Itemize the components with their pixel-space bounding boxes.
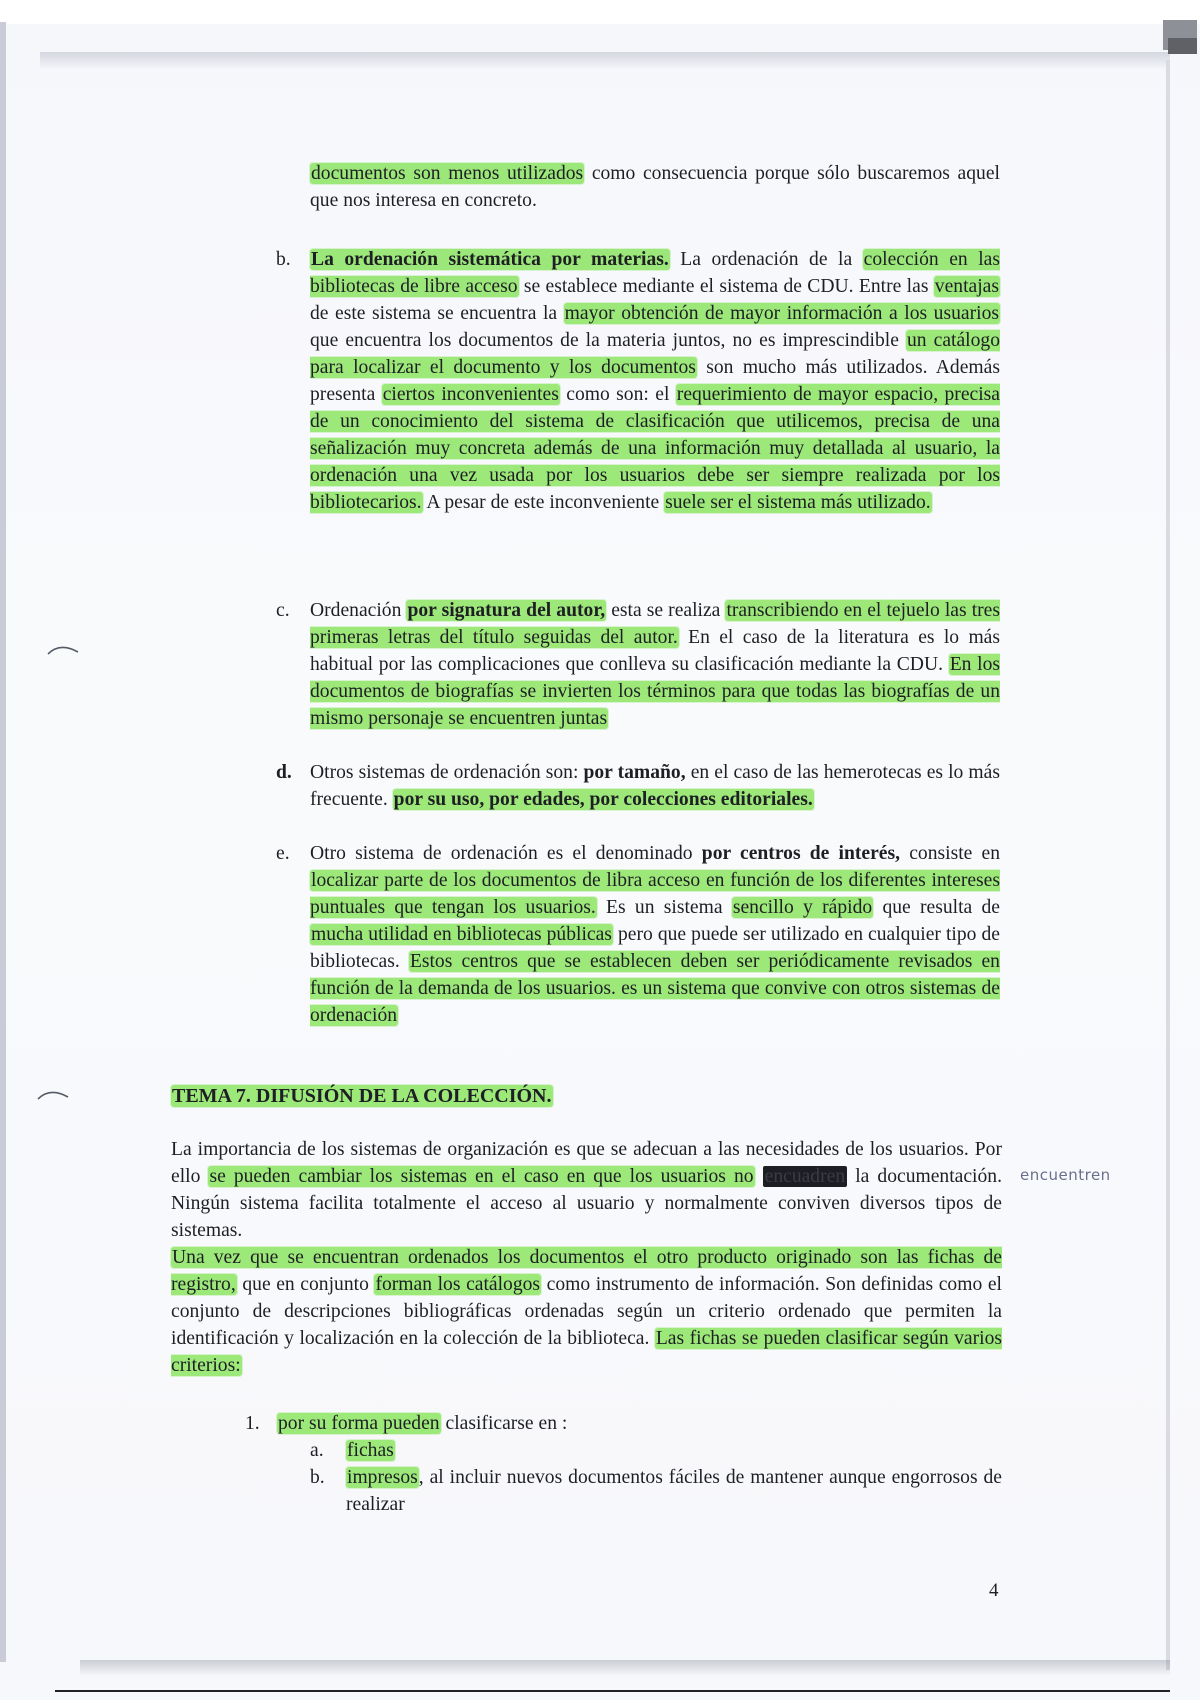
bold-label: por centros de interés, xyxy=(701,843,901,864)
sub-marker-b: b. xyxy=(310,1467,325,1488)
highlight: documentos son menos utilizados xyxy=(311,163,584,184)
sub-item-b: impresos, al incluir nuevos documentos fáciles de mantener aunque engorrosos de realizar xyxy=(346,1467,1002,1515)
list-item-d: Otros sistemas de ordenación son: por tamaño, en el caso de las hemerotecas es lo más frecuente. por su uso, por edades, por colecciones editoriales. xyxy=(310,762,1000,810)
pen-mark xyxy=(44,640,84,660)
struck-word: encuadren xyxy=(764,1166,846,1187)
list-item-c: Ordenación por signatura del autor, esta se realiza transcribiendo en el tejuelo las tres primeras letras del título seguidas del autor. En el caso de la literatura es lo más habitual por las complicaciones que conlleva su clasificación mediante la CDU. En los documentos de biografías se invierten los términos para que todas las biografías de un mismo personaje se encuentren juntas xyxy=(310,600,1001,729)
scan-left-edge xyxy=(0,22,6,1662)
list-marker-d: d. xyxy=(276,762,292,783)
scan-top-margin xyxy=(0,0,1200,24)
scan-top-shadow xyxy=(40,52,1170,70)
bold-label: por signatura del autor, xyxy=(407,600,606,621)
scan-bottom-shadow xyxy=(80,1660,1170,1676)
numbered-item-1: por su forma pueden clasificarse en : xyxy=(278,1413,568,1434)
section-heading: TEMA 7. DIFUSIÓN DE LA COLECCIÓN. xyxy=(172,1085,552,1107)
section-paragraph-2: Una vez que se encuentran ordenados los documentos el otro producto originado son las fichas de registro, que en conjunto forman los catálogos como instrumento de información. Son definidas como el conjunto de descripciones bibliográficas ordenadas según un criterio ordenado que permiten la identificación y localización en la colección de la biblioteca. Las fichas se pueden clasificar según varios criterios: xyxy=(171,1247,1002,1376)
list-marker-b: b. xyxy=(276,249,291,270)
section-paragraph-1: La importancia de los sistemas de organización es que se adecuan a las necesidades de los usuarios. Por ello se pueden cambiar los sistemas en el caso en que los usuarios no encuadren la documentación. Ningún sistema facilita totalmente el acceso al usuario y normalmente conviven diversos tipos de sistemas. xyxy=(171,1139,1002,1241)
list-marker-c: c. xyxy=(276,600,290,621)
handwritten-margin-note: encuentren xyxy=(1020,1166,1111,1184)
sub-item-a: fichas xyxy=(347,1440,394,1461)
pen-mark xyxy=(34,1085,74,1105)
binder-clip-shadow xyxy=(1168,38,1197,54)
continuation-paragraph: documentos son menos utilizados como consecuencia porque sólo buscaremos aquel que nos interesa en concreto. xyxy=(310,163,1000,211)
numbered-marker-1: 1. xyxy=(245,1413,260,1434)
sub-marker-a: a. xyxy=(310,1440,324,1461)
scan-right-edge xyxy=(1166,60,1170,1670)
page-number: 4 xyxy=(989,1580,999,1601)
bold-label: La ordenación sistemática por materias. xyxy=(311,249,669,270)
list-marker-e: e. xyxy=(276,843,290,864)
list-item-b: La ordenación sistemática por materias. La ordenación de la colección en las bibliotecas de libre acceso se establece mediante el sistema de CDU. Entre las ventajas de este sistema se encuentra la mayor obtención de mayor información a los usuarios que encuentra los documentos de la materia juntos, no es imprescindible un catálogo para localizar el documento y los documentos son mucho más utilizados. Además presenta ciertos inconvenientes como son: el requerimiento de mayor espacio, precisa de un conocimiento del sistema de clasificación que utilicemos, precisa de una señalización muy concreta además de una información muy detallada al usuario, la ordenación una vez usada por los usuarios debe ser siempre realizada por los bibliotecarios. A pesar de este inconveniente suele ser el sistema más utilizado. xyxy=(310,249,1000,513)
footer-rule xyxy=(55,1690,1170,1692)
list-item-e: Otro sistema de ordenación es el denominado por centros de interés, consiste en localizar parte de los documentos de libra acceso en función de los diferentes intereses puntuales que tengan los usuarios. Es un sistema sencillo y rápido que resulta de mucha utilidad en bibliotecas públicas pero que puede ser utilizado en cualquier tipo de bibliotecas. Estos centros que se establecen deben ser periódicamente revisados en función de la demanda de los usuarios. es un sistema que convive con otros sistemas de ordenación xyxy=(310,843,1001,1026)
